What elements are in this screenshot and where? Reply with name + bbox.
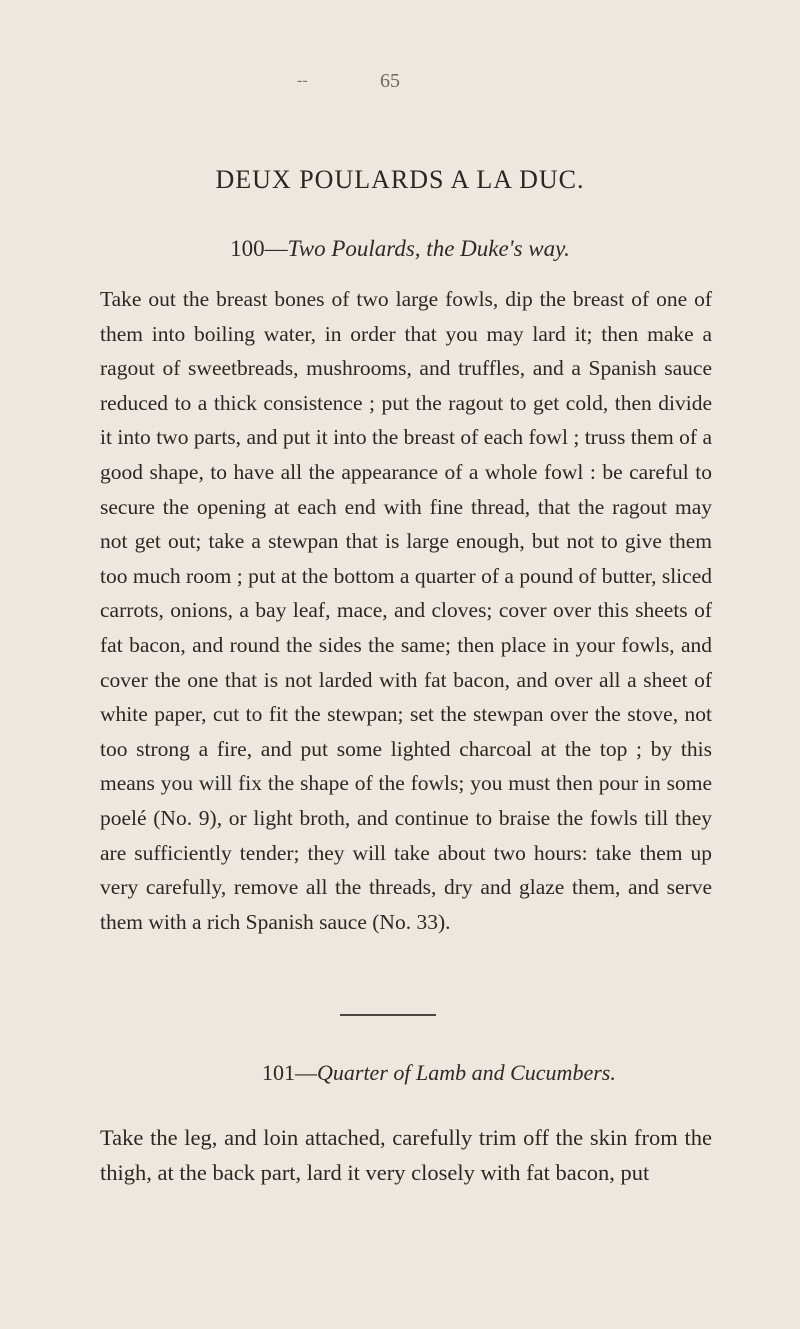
section-divider	[340, 1014, 436, 1016]
recipe-subtitle	[262, 1060, 616, 1086]
recipe-subtitle-text: Two Poulards, the Duke's way.	[287, 236, 570, 261]
page-number: 65	[380, 70, 400, 92]
recipe-body: Take the leg, and loin attached, carefully trim off the skin from the thigh, at the back part, lard it very closely with fat bacon, put	[100, 1125, 712, 1185]
recipe-title: DEUX POULARDS A LA DUC.	[215, 165, 585, 194]
recipe-number: 101—	[262, 1060, 317, 1085]
recipe-subtitle	[0, 236, 800, 262]
recipe-body: Take out the breast bones of two large fowls, dip the breast of one of them into boiling water, in order that you may lard it; then make a ragout of sweetbreads, mushrooms, and truffles, and a Spanish sauce reduced to a thick consistence ; put the ragout to get cold, then divide it into two parts, and put it into the breast of each fowl ; truss them of a good shape, to have all the appearance of a whole fowl : be careful to secure the opening at each end with fine thread, that the ragout may not get out; take a stewpan that is large enough, but not to give them too much room ; put at the bottom a quarter of a pound of butter, sliced carrots, onions, a bay leaf, mace, and cloves; cover over this sheets of fat bacon, and round the sides the same; then place in your fowls, and cover the one that is not larded with fat bacon, and over all a sheet of white paper, cut to fit the stewpan; set the stewpan over the stove, not too strong a fire, and put some lighted charcoal at the top ; by this means you will fix the shape of the fowls; you must then pour in some poelé (No. 9), or light broth, and continue to braise the fowls till they are sufficiently tender; they will take about two hours: take them up very carefully, remove all the threads, dry and glaze them, and serve them with a rich Spanish sauce (No. 33).	[100, 287, 712, 934]
page-mark: --	[297, 72, 308, 89]
recipe-number: 100—	[230, 236, 288, 261]
recipe-subtitle-text: Quarter of Lamb and Cucumbers.	[317, 1060, 616, 1085]
